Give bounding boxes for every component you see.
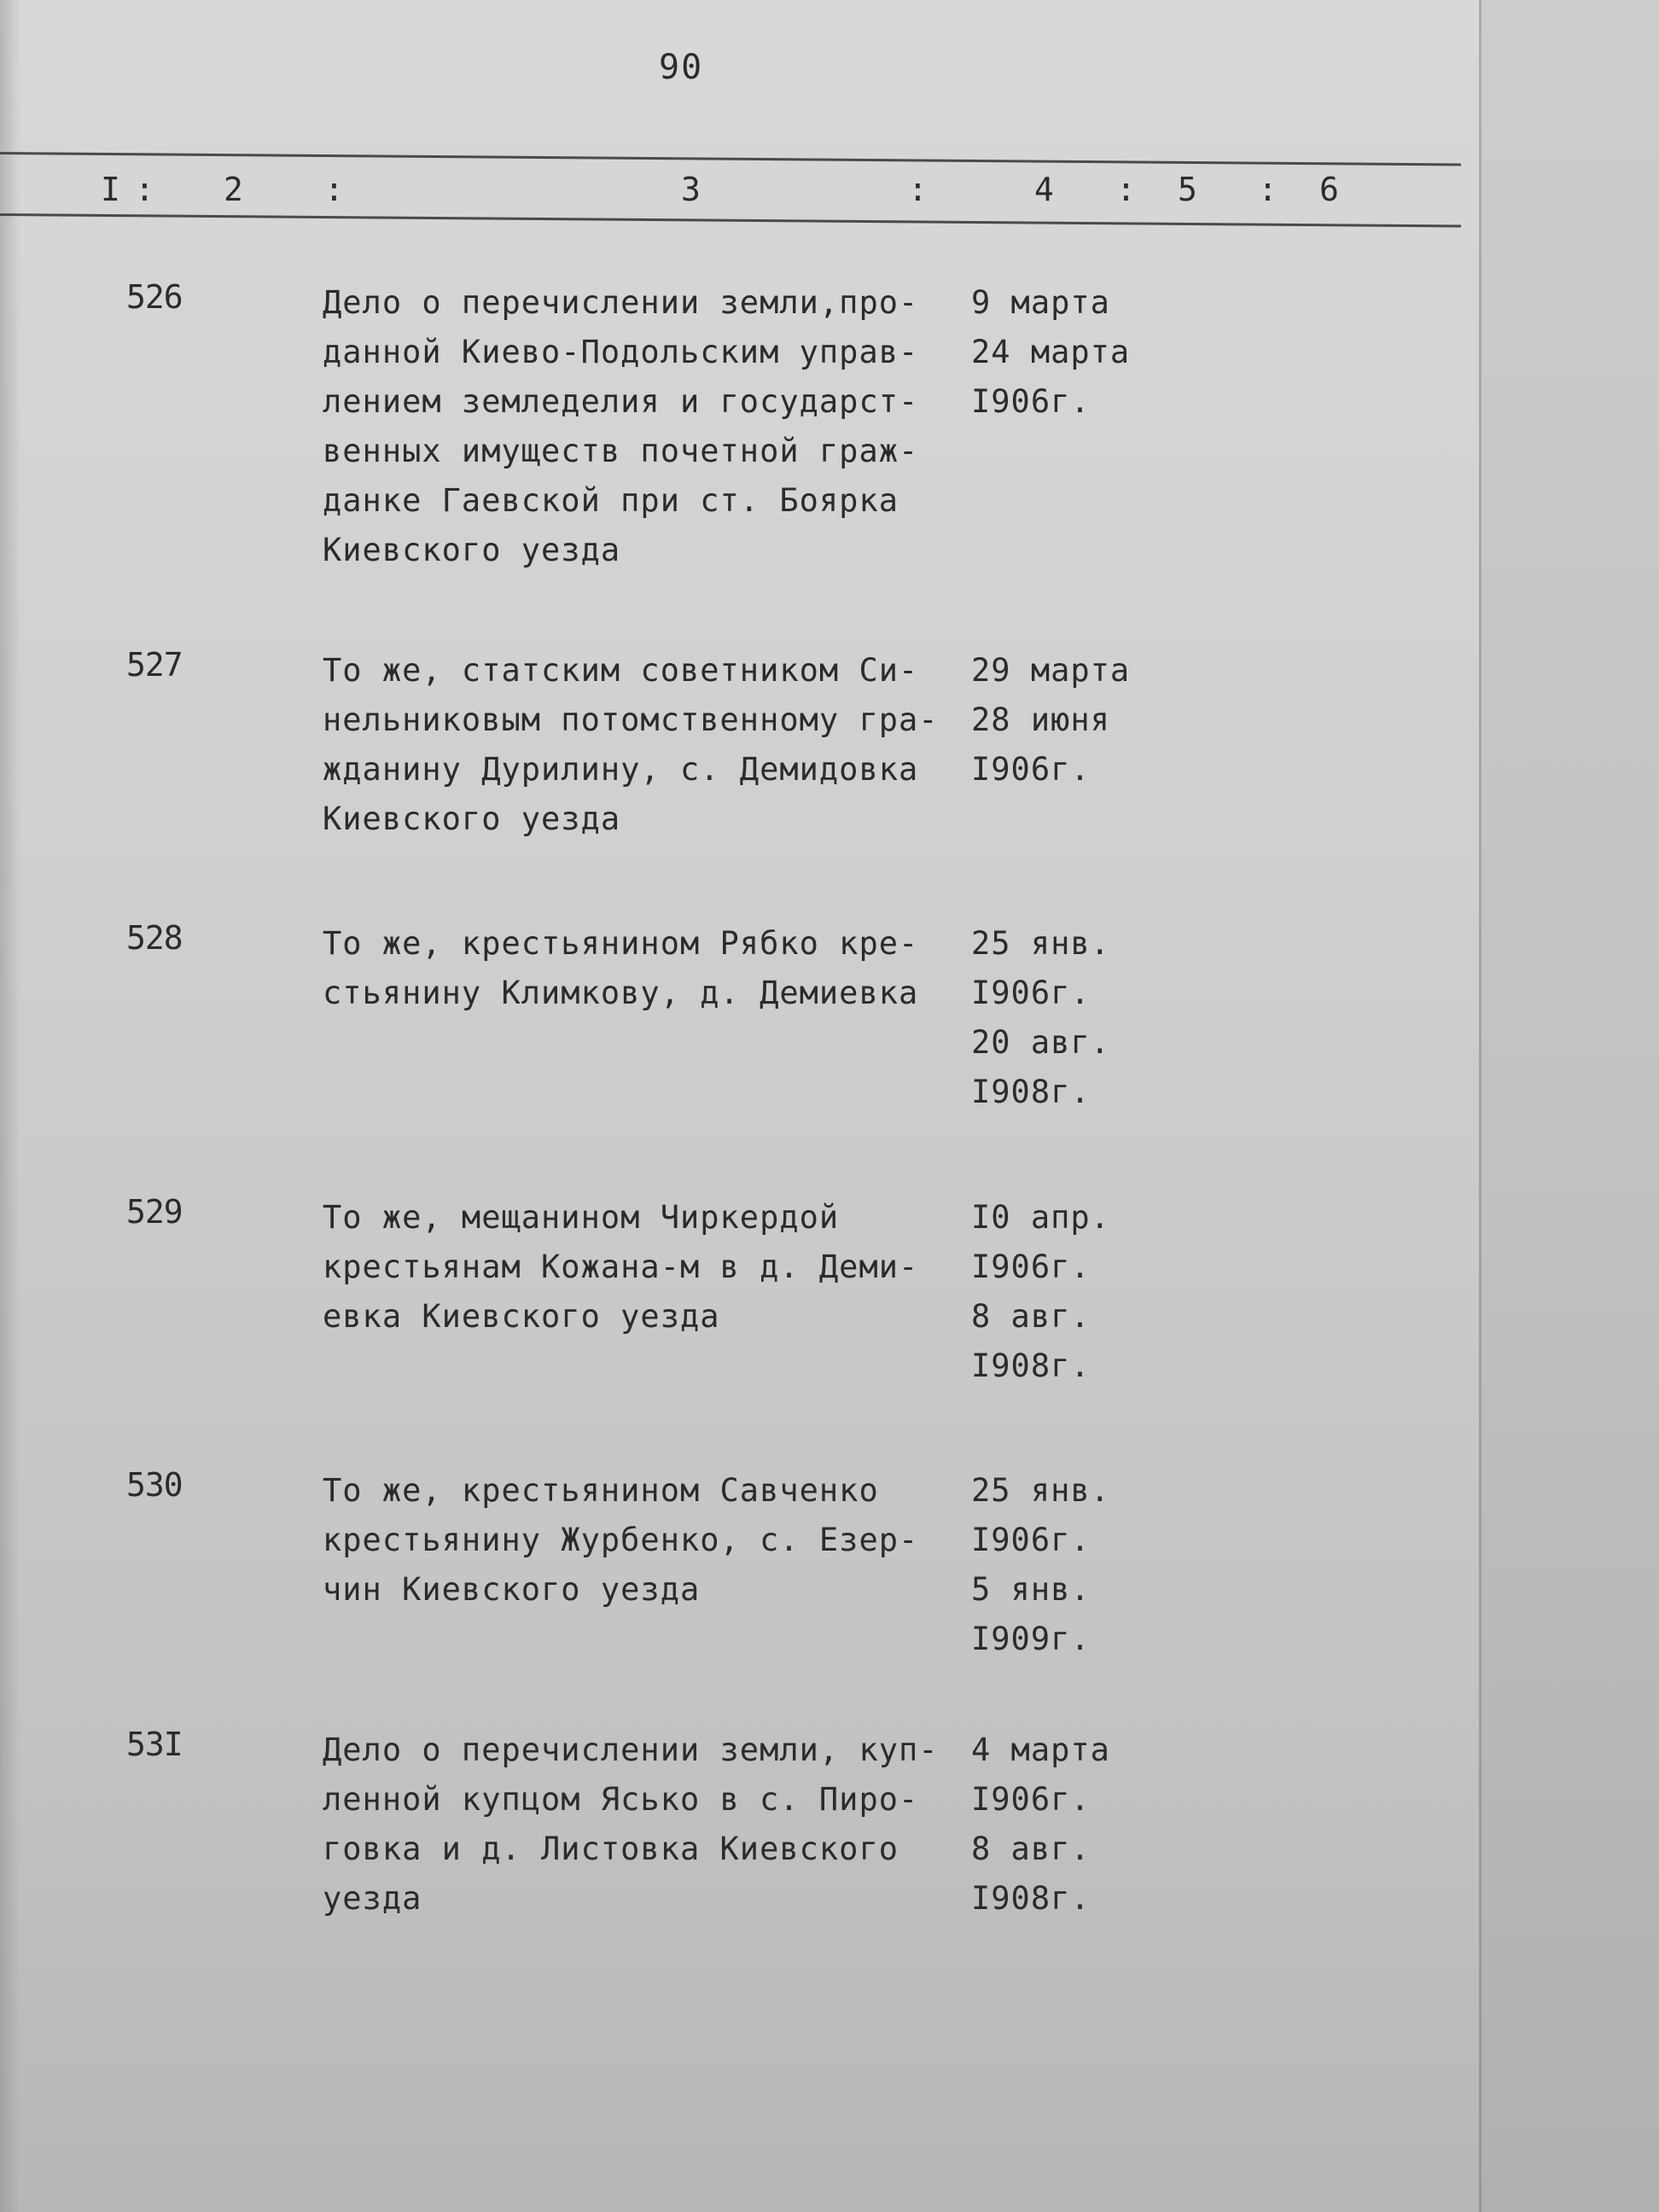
description-line: лением земледелия и государст- <box>323 383 919 420</box>
header-rule-top <box>0 152 1461 166</box>
description-line: То же, крестьянином Савченко <box>323 1472 879 1509</box>
column-header-5: 5 <box>1178 171 1197 208</box>
date-line: 24 марта <box>971 334 1131 370</box>
entry-number: 527 <box>126 646 183 684</box>
date-line: 25 янв. <box>971 1472 1110 1509</box>
date-line: 8 авг. <box>971 1298 1091 1335</box>
entry-number: 528 <box>126 919 183 957</box>
entry-description <box>323 1466 971 1615</box>
description-line: данке Гаевской при ст. Боярка <box>323 482 899 519</box>
date-line: 28 июня <box>971 701 1110 738</box>
column-separator: : <box>324 171 344 208</box>
date-line: 25 янв. <box>971 925 1110 962</box>
date-line: 9 марта <box>971 284 1110 321</box>
description-line: крестьянам Кожана-м в д. Деми- <box>323 1249 919 1285</box>
description-line: крестьянину Журбенко, с. Езер- <box>323 1522 919 1558</box>
entry-description <box>323 278 971 575</box>
description-line: говка и д. Листовка Киевского <box>323 1831 899 1867</box>
column-separator: : <box>1258 171 1278 208</box>
entry-number: 530 <box>126 1466 183 1504</box>
description-line: То же, крестьянином Рябко кре- <box>323 925 919 962</box>
page-number: 90 <box>659 48 704 87</box>
date-line: I908г. <box>971 1348 1091 1384</box>
date-line: I0 апр. <box>971 1199 1110 1236</box>
date-line: 8 авг. <box>971 1831 1091 1867</box>
description-line: жданину Дурилину, с. Демидовка <box>323 751 919 788</box>
description-line: То же, статским советником Си- <box>323 652 919 689</box>
entry-number: 526 <box>126 278 183 316</box>
description-line: Дело о перечислении земли,про- <box>323 284 919 321</box>
date-line: I909г. <box>971 1621 1091 1657</box>
page-shadow <box>0 0 20 2212</box>
entry-description <box>323 1193 971 1342</box>
entry-number: 529 <box>126 1193 183 1231</box>
column-separator: : <box>908 171 928 208</box>
date-line: I908г. <box>971 1880 1091 1917</box>
entry-dates <box>971 278 1193 427</box>
date-line: 5 янв. <box>971 1571 1091 1608</box>
column-separator: : <box>135 171 154 208</box>
adjacent-page-edge <box>1481 0 1659 2212</box>
description-line: нельниковым потомственному гра- <box>323 701 939 738</box>
description-line: Дело о перечислении земли, куп- <box>323 1732 939 1768</box>
column-header-4: 4 <box>1034 171 1054 208</box>
description-line: уезда <box>323 1880 422 1917</box>
entry-description <box>323 1726 971 1924</box>
entry-dates <box>971 1726 1193 1924</box>
entry-dates <box>971 1466 1193 1664</box>
entry-dates <box>971 646 1193 795</box>
description-line: данной Киево-Подольским управ- <box>323 334 919 370</box>
entry-dates <box>971 1193 1193 1391</box>
header-rule-bottom <box>0 213 1461 227</box>
description-line: Киевского уезда <box>323 800 621 837</box>
entry-number: 53I <box>126 1726 183 1763</box>
column-header-3: 3 <box>681 171 701 208</box>
date-line: I906г. <box>971 1249 1091 1285</box>
description-line: То же, мещанином Чиркердой <box>323 1199 840 1236</box>
description-line: стьянину Климкову, д. Демиевка <box>323 975 919 1011</box>
date-line: 29 марта <box>971 652 1131 689</box>
date-line: I906г. <box>971 1522 1091 1558</box>
description-line: ленной купцом Ясько в с. Пиро- <box>323 1781 919 1818</box>
entry-description <box>323 919 971 1018</box>
date-line: I906г. <box>971 383 1091 420</box>
column-separator: : <box>1116 171 1136 208</box>
date-line: I906г. <box>971 751 1091 788</box>
date-line: 20 авг. <box>971 1024 1110 1061</box>
date-line: I906г. <box>971 1781 1091 1818</box>
entry-dates <box>971 919 1193 1117</box>
column-header-2: 2 <box>224 171 243 208</box>
date-line: 4 марта <box>971 1732 1110 1768</box>
description-line: Киевского уезда <box>323 532 621 568</box>
description-line: венных имуществ почетной граж- <box>323 433 919 469</box>
description-line: евка Киевского уезда <box>323 1298 720 1335</box>
date-line: I908г. <box>971 1074 1091 1110</box>
description-line: чин Киевского уезда <box>323 1571 701 1608</box>
column-header-6: 6 <box>1319 171 1339 208</box>
entry-description <box>323 646 971 844</box>
paper-edge <box>1479 0 1481 2212</box>
column-header-1: I <box>101 171 120 208</box>
date-line: I906г. <box>971 975 1091 1011</box>
